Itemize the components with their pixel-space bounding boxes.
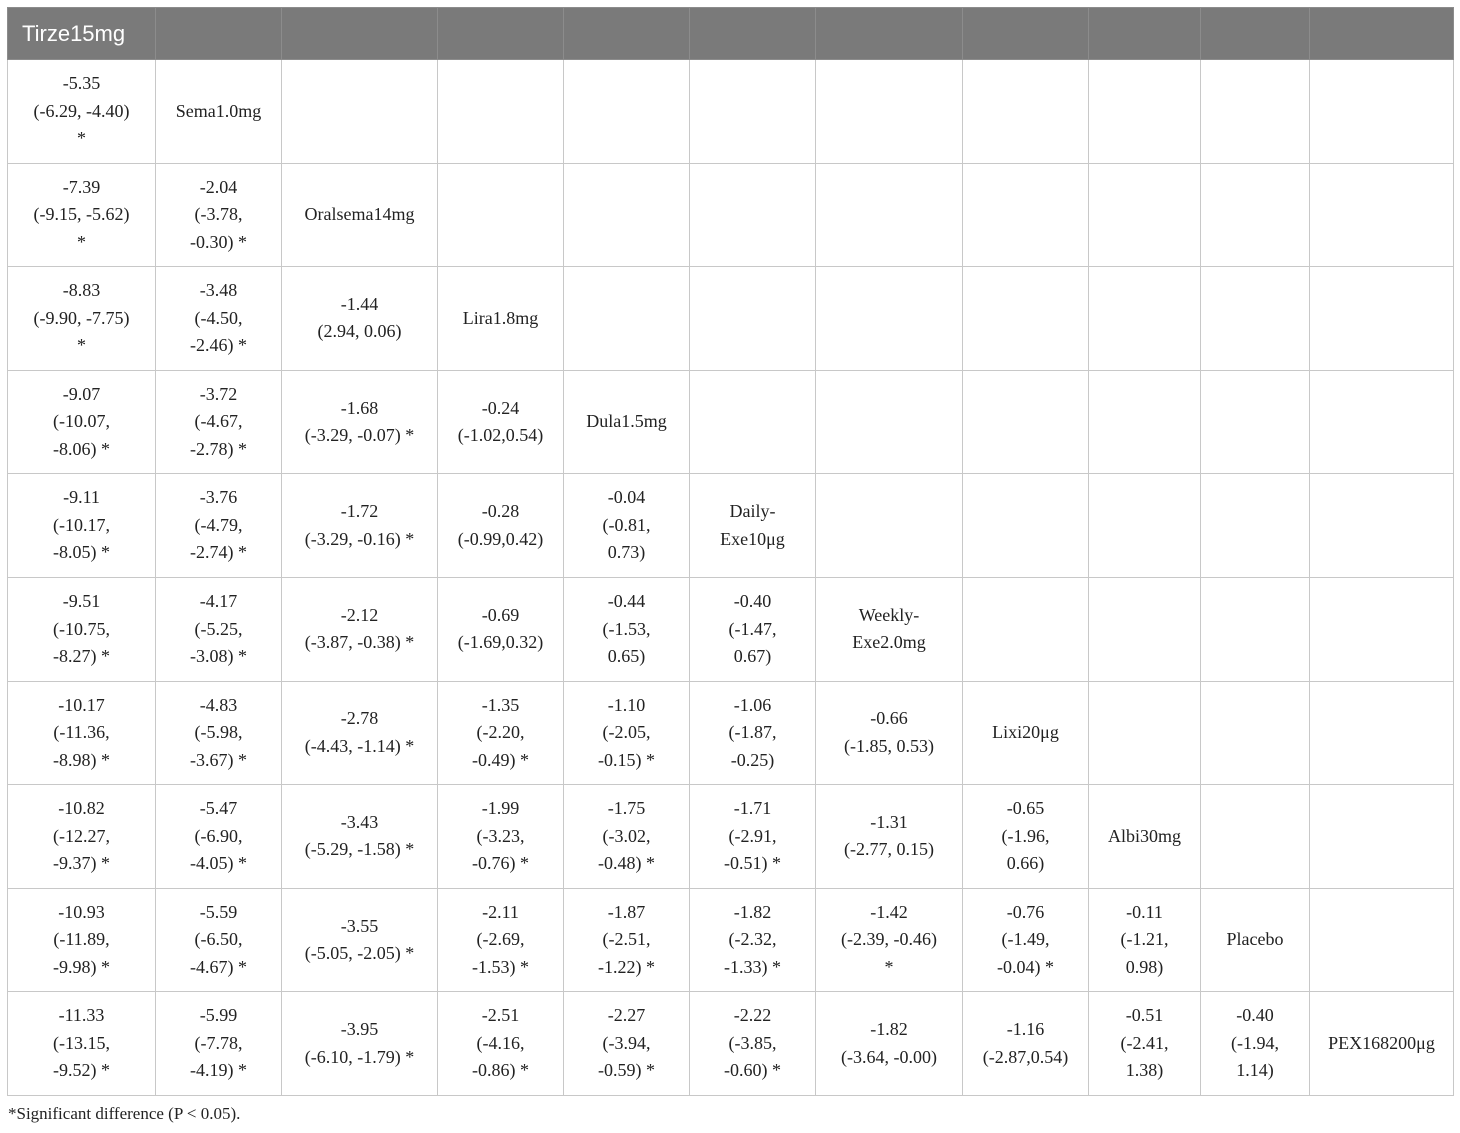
cell-line: (-5.05, -2.05) *	[304, 943, 415, 964]
comparison-cell	[1201, 992, 1310, 1096]
cell-line: -3.95	[340, 1019, 379, 1040]
cell-line: (-3.02,	[602, 825, 651, 846]
cell-line: (-1.21,	[1120, 929, 1169, 950]
header-row	[8, 8, 1454, 60]
cell-line: *	[77, 335, 86, 356]
cell-line: -1.33) *	[724, 956, 781, 977]
footnote: *Significant difference (P < 0.05).	[8, 1104, 241, 1123]
cell-line: (-2.91,	[728, 825, 777, 846]
empty-cell	[564, 267, 690, 371]
treatment-label-cell	[1201, 888, 1310, 992]
empty-cell	[690, 267, 816, 371]
comparison-cell	[816, 992, 963, 1096]
cell-line: -1.35	[481, 694, 520, 715]
cell-line: (-4.50,	[194, 307, 243, 328]
cell-line: -1.82	[870, 1019, 908, 1040]
cell-line: -1.68	[340, 397, 379, 418]
empty-cell	[1201, 577, 1310, 681]
cell-line: (-9.90, -7.75)	[33, 307, 130, 328]
comparison-cell	[438, 992, 564, 1096]
comparison-cell	[438, 888, 564, 992]
comparison-cell	[8, 267, 156, 371]
empty-cell	[690, 370, 816, 474]
header-cell	[156, 8, 282, 60]
treatment-label: Exe10μg	[720, 528, 785, 549]
cell-line: -2.78) *	[190, 438, 247, 459]
empty-cell	[1089, 163, 1201, 267]
cell-line: (-4.16,	[476, 1032, 525, 1053]
cell-line: (-5.98,	[194, 722, 243, 743]
table-row	[8, 888, 1454, 992]
cell-line: -0.76) *	[472, 853, 529, 874]
table-row	[8, 267, 1454, 371]
cell-line: (-9.15, -5.62)	[33, 204, 130, 225]
empty-cell	[438, 163, 564, 267]
cell-line: (-0.99,0.42)	[457, 528, 544, 549]
comparison-cell	[963, 992, 1089, 1096]
cell-line: (-2.20,	[476, 722, 525, 743]
cell-line: -0.44	[607, 591, 646, 612]
cell-line: (-4.67,	[194, 411, 243, 432]
cell-line: -2.78	[340, 708, 379, 729]
cell-line: (-3.29, -0.07) *	[304, 425, 415, 446]
empty-cell	[1089, 577, 1201, 681]
cell-line: (-1.94,	[1231, 1032, 1279, 1053]
cell-line: -0.30) *	[190, 231, 247, 252]
cell-line: (-3.64, -0.00)	[841, 1046, 937, 1067]
cell-line: -11.33	[58, 1005, 105, 1026]
cell-line: (-2.51,	[602, 929, 651, 950]
comparison-cell	[156, 888, 282, 992]
comparison-cell	[816, 888, 963, 992]
treatment-label-cell	[1310, 992, 1454, 1096]
cell-line: -0.51	[1125, 1005, 1164, 1026]
cell-line: 1.14)	[1236, 1060, 1274, 1081]
cell-line: -0.69	[481, 604, 520, 625]
empty-cell	[690, 60, 816, 164]
cell-line: -4.05) *	[190, 853, 247, 874]
cell-line: (-1.02,0.54)	[457, 425, 544, 446]
comparison-cell	[690, 681, 816, 785]
treatment-label-cell	[438, 267, 564, 371]
cell-line: *	[77, 128, 86, 149]
comparison-cell	[1089, 888, 1201, 992]
treatment-label: Placebo	[1226, 929, 1284, 950]
cell-line: -1.06	[733, 694, 772, 715]
cell-line: -8.83	[62, 280, 101, 301]
empty-cell	[1089, 474, 1201, 578]
empty-cell	[1201, 60, 1310, 164]
table-row	[8, 370, 1454, 474]
cell-line: (-3.87, -0.38) *	[304, 632, 415, 653]
empty-cell	[1089, 60, 1201, 164]
empty-cell	[816, 370, 963, 474]
empty-cell	[1201, 474, 1310, 578]
comparison-cell	[282, 888, 438, 992]
treatment-label: Albi30mg	[1107, 825, 1181, 846]
empty-cell	[1310, 785, 1454, 889]
cell-line: (-12.27,	[53, 825, 110, 846]
cell-line: -0.04	[607, 487, 646, 508]
treatment-label: Oralsema14mg	[304, 204, 415, 225]
comparison-cell	[282, 370, 438, 474]
treatment-label: Lira1.8mg	[462, 307, 539, 328]
treatment-label: Dula1.5mg	[586, 411, 667, 432]
cell-line: -9.51	[62, 591, 101, 612]
comparison-cell	[156, 577, 282, 681]
comparison-cell	[8, 681, 156, 785]
cell-line: -3.72	[199, 383, 238, 404]
cell-line: -2.11	[482, 901, 519, 922]
cell-line: -1.71	[733, 798, 772, 819]
comparison-cell	[816, 681, 963, 785]
cell-line: (-1.69,0.32)	[457, 632, 544, 653]
cell-line: (-5.25,	[194, 618, 243, 639]
cell-line: -0.28	[481, 501, 520, 522]
cell-line: -3.76	[199, 487, 238, 508]
cell-line: -3.67) *	[190, 749, 247, 770]
cell-line: -0.86) *	[472, 1060, 529, 1081]
table-row	[8, 60, 1454, 164]
cell-line: -1.42	[870, 901, 908, 922]
cell-line: -1.44	[340, 293, 379, 314]
treatment-label-cell	[156, 60, 282, 164]
empty-cell	[1089, 267, 1201, 371]
cell-line: (-2.87,0.54)	[982, 1046, 1069, 1067]
cell-line: (-1.49,	[1001, 929, 1050, 950]
comparison-cell	[282, 577, 438, 681]
comparison-cell	[438, 577, 564, 681]
cell-line: -1.99	[481, 798, 520, 819]
cell-line: (-3.78,	[194, 204, 243, 225]
comparison-cell	[564, 474, 690, 578]
cell-line: (-2.41,	[1120, 1032, 1169, 1053]
empty-cell	[816, 474, 963, 578]
cell-line: (-3.94,	[602, 1032, 651, 1053]
cell-line: -3.43	[340, 811, 379, 832]
treatment-label: Exe2.0mg	[852, 632, 926, 653]
cell-line: -3.48	[199, 280, 238, 301]
comparison-cell	[156, 370, 282, 474]
cell-line: -10.17	[58, 694, 105, 715]
empty-cell	[1201, 785, 1310, 889]
comparison-cell	[564, 992, 690, 1096]
empty-cell	[1201, 163, 1310, 267]
league-table	[7, 7, 1454, 1096]
cell-line: (-1.47,	[728, 618, 777, 639]
cell-line: -4.67) *	[190, 956, 247, 977]
comparison-cell	[963, 785, 1089, 889]
empty-cell	[1310, 60, 1454, 164]
cell-line: (-10.75,	[53, 618, 110, 639]
cell-line: -0.59) *	[598, 1060, 655, 1081]
cell-line: (-2.39, -0.46)	[841, 929, 937, 950]
empty-cell	[816, 163, 963, 267]
comparison-cell	[564, 785, 690, 889]
comparison-cell	[1089, 992, 1201, 1096]
cell-line: -5.47	[199, 798, 238, 819]
comparison-cell	[438, 370, 564, 474]
empty-cell	[564, 163, 690, 267]
cell-line: (-3.23,	[476, 825, 525, 846]
cell-line: -2.27	[607, 1005, 646, 1026]
cell-line: -7.39	[62, 176, 101, 197]
cell-line: -4.83	[199, 694, 238, 715]
cell-line: (-6.29, -4.40)	[33, 100, 130, 121]
cell-line: -2.22	[733, 1005, 772, 1026]
treatment-label: PEX168200μg	[1328, 1032, 1435, 1053]
cell-line: (-1.96,	[1001, 825, 1050, 846]
empty-cell	[1201, 267, 1310, 371]
cell-line: -8.05) *	[53, 542, 110, 563]
cell-line: (-0.81,	[602, 514, 651, 535]
cell-line: -4.17	[199, 591, 238, 612]
cell-line: -0.25)	[730, 749, 775, 770]
cell-line: -10.82	[58, 798, 105, 819]
cell-line: -2.46) *	[190, 335, 247, 356]
cell-line: -0.40	[733, 591, 772, 612]
cell-line: -4.19) *	[190, 1060, 247, 1081]
empty-cell	[963, 60, 1089, 164]
empty-cell	[282, 60, 438, 164]
cell-line: -9.37) *	[53, 853, 110, 874]
table-row	[8, 474, 1454, 578]
table-row	[8, 992, 1454, 1096]
comparison-cell	[8, 888, 156, 992]
header-label: Tirze15mg	[8, 8, 156, 60]
cell-line: -1.10	[607, 694, 646, 715]
cell-line: 1.38)	[1125, 1060, 1164, 1081]
cell-line: (-6.10, -1.79) *	[304, 1046, 415, 1067]
comparison-cell	[282, 785, 438, 889]
cell-line: -0.04) *	[997, 956, 1054, 977]
cell-line: -5.59	[199, 901, 238, 922]
cell-line: -1.31	[870, 811, 908, 832]
comparison-cell	[282, 474, 438, 578]
cell-line: -0.76	[1006, 901, 1045, 922]
cell-line: (2.94, 0.06)	[317, 321, 402, 342]
cell-line: -9.07	[62, 383, 101, 404]
comparison-cell	[282, 267, 438, 371]
treatment-label-cell	[690, 474, 816, 578]
comparison-cell	[282, 681, 438, 785]
comparison-cell	[156, 267, 282, 371]
cell-line: -0.49) *	[472, 749, 529, 770]
cell-line: (-6.50,	[194, 929, 243, 950]
cell-line: 0.66)	[1006, 853, 1045, 874]
empty-cell	[1201, 370, 1310, 474]
cell-line: (-2.69,	[476, 929, 525, 950]
comparison-cell	[690, 992, 816, 1096]
cell-line: (-11.89,	[53, 929, 110, 950]
cell-line: (-4.79,	[194, 514, 243, 535]
comparison-cell	[8, 992, 156, 1096]
empty-cell	[963, 163, 1089, 267]
comparison-cell	[438, 785, 564, 889]
comparison-cell	[156, 163, 282, 267]
empty-cell	[1201, 681, 1310, 785]
cell-line: -8.06) *	[53, 438, 110, 459]
treatment-label: Lixi20μg	[992, 722, 1059, 743]
cell-line: 0.65)	[607, 646, 646, 667]
cell-line: -1.72	[340, 501, 379, 522]
cell-line: (-2.05,	[602, 722, 651, 743]
cell-line: (-11.36,	[53, 722, 110, 743]
cell-line: -1.82	[733, 901, 772, 922]
header-cell	[816, 8, 963, 60]
cell-line: *	[884, 956, 894, 977]
empty-cell	[1089, 370, 1201, 474]
empty-cell	[564, 60, 690, 164]
cell-line: -1.16	[1006, 1019, 1045, 1040]
cell-line: (-1.85, 0.53)	[844, 735, 934, 756]
comparison-cell	[438, 681, 564, 785]
treatment-label: Sema1.0mg	[175, 100, 262, 121]
cell-line: 0.73)	[607, 542, 646, 563]
cell-line: (-4.43, -1.14) *	[304, 735, 415, 756]
comparison-cell	[8, 474, 156, 578]
empty-cell	[1089, 681, 1201, 785]
table-row	[8, 785, 1454, 889]
cell-line: -0.65	[1006, 798, 1045, 819]
cell-line: 0.67)	[733, 646, 772, 667]
comparison-cell	[690, 577, 816, 681]
cell-line: -0.15) *	[598, 749, 655, 770]
cell-line: -2.04	[199, 176, 238, 197]
cell-line: (-1.53,	[602, 618, 651, 639]
comparison-cell	[8, 577, 156, 681]
cell-line: (-6.90,	[194, 825, 243, 846]
cell-line: -10.93	[58, 901, 105, 922]
header-cell	[1201, 8, 1310, 60]
empty-cell	[438, 60, 564, 164]
cell-line: -1.53) *	[472, 956, 529, 977]
header-cell	[1089, 8, 1201, 60]
comparison-cell	[8, 370, 156, 474]
cell-line: (-13.15,	[53, 1032, 110, 1053]
cell-line: -0.24	[481, 397, 520, 418]
cell-line: -2.51	[481, 1005, 520, 1026]
comparison-cell	[8, 785, 156, 889]
empty-cell	[816, 267, 963, 371]
empty-cell	[1310, 681, 1454, 785]
cell-line: -1.87	[607, 901, 646, 922]
empty-cell	[1310, 474, 1454, 578]
empty-cell	[816, 60, 963, 164]
cell-line: -0.40	[1236, 1005, 1274, 1026]
cell-line: -5.35	[62, 73, 101, 94]
header-cell	[282, 8, 438, 60]
cell-line: (-2.32,	[728, 929, 777, 950]
treatment-label-cell	[1089, 785, 1201, 889]
cell-line: -0.48) *	[598, 853, 655, 874]
table-row	[8, 163, 1454, 267]
comparison-cell	[156, 681, 282, 785]
comparison-cell	[156, 474, 282, 578]
cell-line: -0.66	[870, 708, 908, 729]
cell-line: -0.60) *	[724, 1060, 781, 1081]
comparison-cell	[564, 681, 690, 785]
cell-line: 0.98)	[1125, 956, 1164, 977]
empty-cell	[963, 370, 1089, 474]
header-cell	[1310, 8, 1454, 60]
cell-line: (-2.77, 0.15)	[844, 839, 934, 860]
cell-line: (-5.29, -1.58) *	[304, 839, 415, 860]
cell-line: -1.75	[607, 798, 646, 819]
empty-cell	[1310, 163, 1454, 267]
comparison-cell	[8, 60, 156, 164]
cell-line: -9.11	[63, 487, 100, 508]
treatment-label: Daily-	[729, 501, 776, 522]
cell-line: -0.51) *	[724, 853, 781, 874]
cell-line: -2.12	[340, 604, 379, 625]
cell-line: (-3.29, -0.16) *	[304, 528, 415, 549]
comparison-cell	[690, 888, 816, 992]
comparison-cell	[564, 577, 690, 681]
comparison-cell	[963, 888, 1089, 992]
treatment-label-cell	[816, 577, 963, 681]
table-body	[8, 60, 1454, 1096]
header-cell	[690, 8, 816, 60]
cell-line: (-10.07,	[53, 411, 110, 432]
comparison-cell	[816, 785, 963, 889]
cell-line: -5.99	[199, 1005, 238, 1026]
empty-cell	[963, 267, 1089, 371]
comparison-cell	[564, 888, 690, 992]
cell-line: (-10.17,	[53, 514, 110, 535]
comparison-cell	[438, 474, 564, 578]
cell-line: -3.55	[340, 915, 379, 936]
table-row	[8, 577, 1454, 681]
cell-line: (-1.87,	[728, 722, 777, 743]
empty-cell	[1310, 267, 1454, 371]
empty-cell	[1310, 370, 1454, 474]
comparison-cell	[690, 785, 816, 889]
cell-line: (-7.78,	[194, 1032, 243, 1053]
empty-cell	[1310, 888, 1454, 992]
empty-cell	[963, 577, 1089, 681]
empty-cell	[690, 163, 816, 267]
header-cell	[438, 8, 564, 60]
cell-line: -8.98) *	[53, 749, 110, 770]
cell-line: (-3.85,	[728, 1032, 777, 1053]
cell-line: -9.52) *	[53, 1060, 110, 1081]
table-row	[8, 681, 1454, 785]
cell-line: -8.27) *	[53, 646, 110, 667]
cell-line: -3.08) *	[190, 646, 247, 667]
empty-cell	[1310, 577, 1454, 681]
comparison-cell	[282, 992, 438, 1096]
empty-cell	[963, 474, 1089, 578]
treatment-label-cell	[564, 370, 690, 474]
comparison-cell	[8, 163, 156, 267]
treatment-label-cell	[963, 681, 1089, 785]
cell-line: *	[77, 231, 86, 252]
header-cell	[963, 8, 1089, 60]
cell-line: -1.22) *	[598, 956, 655, 977]
cell-line: -9.98) *	[53, 956, 110, 977]
treatment-label: Weekly-	[858, 604, 920, 625]
cell-line: -2.74) *	[190, 542, 247, 563]
header-cell	[564, 8, 690, 60]
cell-line: -0.11	[1126, 901, 1163, 922]
treatment-label-cell	[282, 163, 438, 267]
comparison-cell	[156, 992, 282, 1096]
comparison-cell	[156, 785, 282, 889]
